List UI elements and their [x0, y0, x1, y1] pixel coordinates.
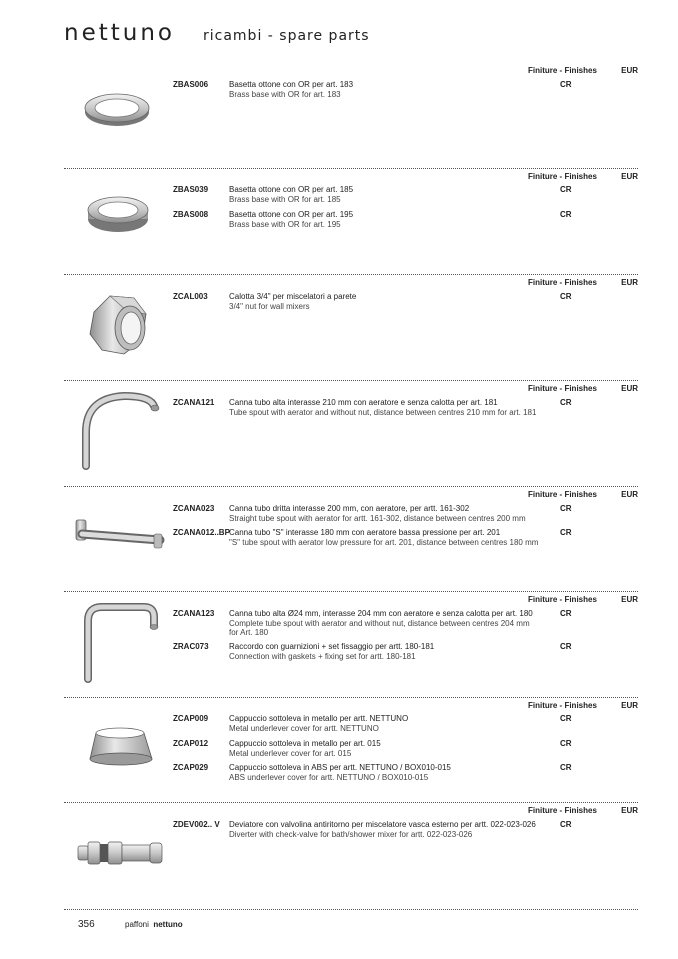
part-code: ZCAP029 [173, 763, 209, 772]
dotted-divider [64, 486, 638, 487]
eur-label: EUR [621, 806, 638, 815]
part-code: ZCAL003 [173, 292, 208, 301]
part-finish: CR [560, 763, 572, 772]
part-code: ZDEV002.. V [173, 820, 220, 829]
finishes-label: Finiture - Finishes [528, 384, 597, 393]
part-description: Calotta 3/4" per miscelatori a parete 3/4" nut for wall mixers [229, 292, 357, 311]
part-code: ZCANA012..BP [173, 528, 230, 537]
finishes-label: Finiture - Finishes [528, 66, 597, 75]
dotted-divider [64, 380, 638, 381]
tube-spout-image [76, 388, 162, 470]
part-finish: CR [560, 820, 572, 829]
part-code: ZBAS006 [173, 80, 209, 89]
part-description: Cappuccio sottoleva in metallo per artt. NETTUNO Metal underlever cover for artt. NETTUNO [229, 714, 409, 733]
finishes-label: Finiture - Finishes [528, 278, 597, 287]
part-code: ZBAS008 [173, 210, 209, 219]
part-description: Canna tubo dritta interasse 200 mm, con aeratore, per artt. 161-302 Straight tube spout with aerator for artt. 161-302, distance between centres 200 mm [229, 504, 526, 523]
eur-label: EUR [621, 172, 638, 181]
finishes-label: Finiture - Finishes [528, 172, 597, 181]
finishes-label: Finiture - Finishes [528, 806, 597, 815]
brass-base-image [86, 195, 152, 237]
part-code: ZCAP012 [173, 739, 209, 748]
part-finish: CR [560, 642, 572, 651]
part-description: Cappuccio sottoleva in metallo per art. 015 Metal underlever cover for art. 015 [229, 739, 381, 758]
nut-image [86, 292, 152, 360]
dotted-divider [64, 802, 638, 803]
part-description: Canna tubo alta Ø24 mm, interasse 204 mm con aeratore e senza calotta per art. 180 Complete tube spout with aerator and without nut, distance between centres 204 mm for Art. 180 [229, 609, 533, 637]
part-description: Canna tubo "S" interasse 180 mm con aeratore bassa pressione per art. 201 "S" tube spout with aerator low pressure for art. 201, distance between centres 180 mm [229, 528, 539, 547]
eur-label: EUR [621, 66, 638, 75]
eur-label: EUR [621, 278, 638, 287]
part-description: Cappuccio sottoleva in ABS per artt. NETTUNO / BOX010-015 ABS underlever cover for artt. NETTUNO / BOX010-015 [229, 763, 451, 782]
dotted-divider [64, 591, 638, 592]
straight-spout-image [72, 514, 168, 554]
eur-label: EUR [621, 701, 638, 710]
part-description: Canna tubo alta interasse 210 mm con aeratore e senza calotta per art. 181 Tube spout with aerator and without nut, distance between centres 210 mm for art. 181 [229, 398, 537, 417]
part-finish: CR [560, 528, 572, 537]
brass-base-image [84, 92, 154, 132]
part-code: ZCAP009 [173, 714, 209, 723]
page-number: 356 [78, 919, 95, 930]
footer-divider [64, 909, 638, 910]
finishes-label: Finiture - Finishes [528, 490, 597, 499]
part-code: ZBAS039 [173, 185, 209, 194]
part-description: Basetta ottone con OR per art. 185 Brass base with OR for art. 185 [229, 185, 354, 204]
footer-brand [125, 920, 183, 929]
eur-label: EUR [621, 490, 638, 499]
part-finish: CR [560, 210, 572, 219]
dotted-divider [64, 697, 638, 698]
dotted-divider [64, 274, 638, 275]
part-finish: CR [560, 185, 572, 194]
part-description: Deviatore con valvolina antiritorno per miscelatore vasca esterno per artt. 022-023-026 Diverter with check-valve for bath/shower mixer for artt. 022-023-026 [229, 820, 536, 839]
part-finish: CR [560, 292, 572, 301]
part-finish: CR [560, 504, 572, 513]
dotted-divider [64, 168, 638, 169]
part-code: ZRAC073 [173, 642, 209, 651]
brand-title: nettuno [64, 20, 175, 46]
part-description: Basetta ottone con OR per art. 183 Brass base with OR for art. 183 [229, 80, 354, 99]
part-code: ZCANA121 [173, 398, 215, 407]
finishes-label: Finiture - Finishes [528, 701, 597, 710]
footer-brand-bold: nettuno [153, 920, 183, 929]
part-code: ZCANA123 [173, 609, 215, 618]
part-description: Raccordo con guarnizioni + set fissaggio per artt. 180-181 Connection with gaskets + fixing set for artt. 180-181 [229, 642, 435, 661]
high-tube-spout-image [80, 599, 166, 683]
underlever-cover-image [86, 725, 156, 767]
part-finish: CR [560, 714, 572, 723]
part-finish: CR [560, 609, 572, 618]
finishes-label: Finiture - Finishes [528, 595, 597, 604]
eur-label: EUR [621, 595, 638, 604]
part-finish: CR [560, 80, 572, 89]
part-finish: CR [560, 739, 572, 748]
part-description: Basetta ottone con OR per art. 195 Brass base with OR for art. 195 [229, 210, 354, 229]
part-finish: CR [560, 398, 572, 407]
part-code: ZCANA023 [173, 504, 215, 513]
footer-brand-light: paffoni [125, 920, 149, 929]
page-subtitle: ricambi - spare parts [203, 28, 370, 44]
diverter-image [76, 838, 166, 868]
eur-label: EUR [621, 384, 638, 393]
